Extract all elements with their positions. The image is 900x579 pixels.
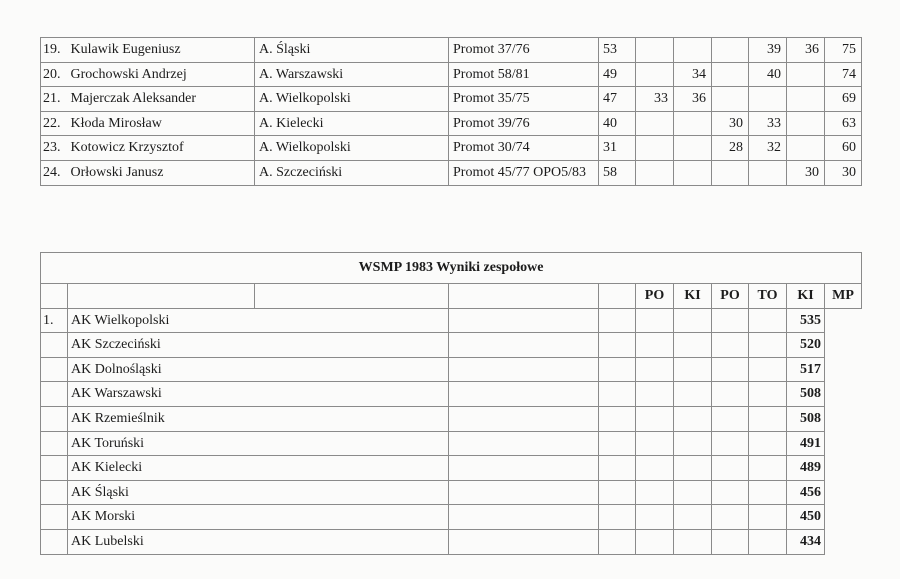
- empty-cell: [636, 382, 674, 407]
- score-cell: 49: [599, 62, 636, 87]
- mp-cell: 535: [787, 308, 825, 333]
- empty-header-cell: [41, 284, 68, 309]
- promotion-cell: Promot 35/75: [449, 87, 599, 112]
- empty-cell: [449, 308, 599, 333]
- empty-cell: [712, 308, 749, 333]
- club-cell: A. Wielkopolski: [255, 136, 449, 161]
- empty-cell: [749, 505, 787, 530]
- score-cell: [674, 111, 712, 136]
- score-cell: 47: [599, 87, 636, 112]
- promotion-cell: Promot 30/74: [449, 136, 599, 161]
- team-name: AK Śląski: [68, 480, 449, 505]
- empty-header-cell: [68, 284, 255, 309]
- score-cell: 33: [636, 87, 674, 112]
- column-header: MP: [825, 284, 862, 309]
- empty-cell: [449, 357, 599, 382]
- mp-cell: 508: [787, 382, 825, 407]
- empty-cell: [712, 333, 749, 358]
- empty-cell: [749, 308, 787, 333]
- title-row: [41, 253, 862, 284]
- table-row: [41, 308, 862, 333]
- rank-cell: 21.: [41, 87, 68, 112]
- table-row: [41, 136, 862, 161]
- empty-cell: [712, 382, 749, 407]
- column-header: TO: [749, 284, 787, 309]
- score-cell: [787, 87, 825, 112]
- competitor-name: Kotowicz Krzysztof: [68, 136, 255, 161]
- promotion-cell: Promot 37/76: [449, 38, 599, 63]
- empty-cell: [712, 431, 749, 456]
- empty-cell: [749, 480, 787, 505]
- empty-cell: [599, 308, 636, 333]
- empty-cell: [449, 529, 599, 554]
- total-cell: 75: [825, 38, 862, 63]
- promotion-cell: Promot 45/77 OPO5/83: [449, 160, 599, 185]
- table-row: [41, 406, 862, 431]
- promotion-cell: Promot 58/81: [449, 62, 599, 87]
- empty-header-cell: [255, 284, 449, 309]
- rank-cell: [41, 431, 68, 456]
- total-cell: 63: [825, 111, 862, 136]
- table-row: [41, 431, 862, 456]
- score-cell: 40: [749, 62, 787, 87]
- team-name: AK Morski: [68, 505, 449, 530]
- mp-cell: 491: [787, 431, 825, 456]
- empty-cell: [636, 480, 674, 505]
- empty-cell: [749, 431, 787, 456]
- team-name: AK Wielkopolski: [68, 308, 449, 333]
- score-cell: [787, 136, 825, 161]
- empty-cell: [449, 456, 599, 481]
- rank-cell: 22.: [41, 111, 68, 136]
- rank-cell: 20.: [41, 62, 68, 87]
- score-cell: [749, 87, 787, 112]
- empty-cell: [599, 480, 636, 505]
- empty-cell: [674, 308, 712, 333]
- empty-cell: [636, 357, 674, 382]
- empty-cell: [599, 333, 636, 358]
- empty-cell: [712, 406, 749, 431]
- table-row: [41, 160, 862, 185]
- team-results-body: [41, 253, 862, 555]
- score-cell: [712, 38, 749, 63]
- rank-cell: [41, 406, 68, 431]
- team-name: AK Toruński: [68, 431, 449, 456]
- table-row: [41, 456, 862, 481]
- score-cell: [636, 62, 674, 87]
- header-row: [41, 284, 862, 309]
- empty-cell: [636, 431, 674, 456]
- empty-cell: [749, 357, 787, 382]
- rank-cell: 24.: [41, 160, 68, 185]
- rank-cell: [41, 529, 68, 554]
- empty-cell: [599, 406, 636, 431]
- empty-cell: [712, 357, 749, 382]
- mp-cell: 489: [787, 456, 825, 481]
- score-cell: [787, 111, 825, 136]
- score-cell: 30: [787, 160, 825, 185]
- rank-cell: [41, 480, 68, 505]
- total-cell: 69: [825, 87, 862, 112]
- club-cell: A. Warszawski: [255, 62, 449, 87]
- score-cell: 58: [599, 160, 636, 185]
- score-cell: [787, 62, 825, 87]
- table-row: [41, 333, 862, 358]
- column-header: KI: [674, 284, 712, 309]
- empty-cell: [674, 480, 712, 505]
- empty-cell: [674, 529, 712, 554]
- total-cell: 30: [825, 160, 862, 185]
- competitor-name: Kulawik Eugeniusz: [68, 38, 255, 63]
- team-name: AK Warszawski: [68, 382, 449, 407]
- rank-cell: 19.: [41, 38, 68, 63]
- score-cell: 31: [599, 136, 636, 161]
- club-cell: A. Szczeciński: [255, 160, 449, 185]
- club-cell: A. Śląski: [255, 38, 449, 63]
- empty-cell: [449, 382, 599, 407]
- empty-cell: [749, 406, 787, 431]
- team-name: AK Rzemieślnik: [68, 406, 449, 431]
- team-results-table: [40, 252, 862, 555]
- score-cell: 28: [712, 136, 749, 161]
- empty-header-cell: [599, 284, 636, 309]
- table-row: [41, 480, 862, 505]
- column-header: PO: [712, 284, 749, 309]
- competitor-name: Grochowski Andrzej: [68, 62, 255, 87]
- empty-cell: [599, 357, 636, 382]
- total-cell: 60: [825, 136, 862, 161]
- score-cell: 39: [749, 38, 787, 63]
- rank-cell: [41, 357, 68, 382]
- score-cell: 32: [749, 136, 787, 161]
- score-cell: [636, 136, 674, 161]
- table-row: [41, 357, 862, 382]
- competitor-name: Kłoda Mirosław: [68, 111, 255, 136]
- score-cell: [749, 160, 787, 185]
- team-name: AK Kielecki: [68, 456, 449, 481]
- score-cell: 53: [599, 38, 636, 63]
- score-cell: 36: [787, 38, 825, 63]
- score-cell: [636, 111, 674, 136]
- empty-cell: [449, 333, 599, 358]
- team-name: AK Dolnośląski: [68, 357, 449, 382]
- mp-cell: 520: [787, 333, 825, 358]
- empty-cell: [599, 456, 636, 481]
- empty-cell: [674, 382, 712, 407]
- score-cell: [674, 38, 712, 63]
- rank-cell: [41, 456, 68, 481]
- empty-cell: [636, 505, 674, 530]
- mp-cell: 450: [787, 505, 825, 530]
- empty-cell: [599, 529, 636, 554]
- rank-cell: [41, 505, 68, 530]
- empty-cell: [449, 480, 599, 505]
- table-row: [41, 38, 862, 63]
- rank-cell: 23.: [41, 136, 68, 161]
- empty-header-cell: [449, 284, 599, 309]
- team-name: AK Szczeciński: [68, 333, 449, 358]
- mp-cell: 517: [787, 357, 825, 382]
- score-cell: [674, 160, 712, 185]
- mp-cell: 434: [787, 529, 825, 554]
- empty-cell: [749, 333, 787, 358]
- empty-cell: [674, 357, 712, 382]
- score-cell: [636, 160, 674, 185]
- competitor-name: Orłowski Janusz: [68, 160, 255, 185]
- score-cell: 33: [749, 111, 787, 136]
- empty-cell: [636, 456, 674, 481]
- empty-cell: [749, 382, 787, 407]
- club-cell: A. Kielecki: [255, 111, 449, 136]
- empty-cell: [712, 529, 749, 554]
- table-row: [41, 505, 862, 530]
- empty-cell: [449, 406, 599, 431]
- score-cell: 36: [674, 87, 712, 112]
- score-cell: [712, 62, 749, 87]
- table-row: [41, 529, 862, 554]
- empty-cell: [712, 456, 749, 481]
- table-row: [41, 111, 862, 136]
- table-row: [41, 87, 862, 112]
- empty-cell: [449, 431, 599, 456]
- empty-cell: [636, 529, 674, 554]
- empty-cell: [749, 456, 787, 481]
- empty-cell: [674, 406, 712, 431]
- empty-cell: [599, 382, 636, 407]
- rank-cell: [41, 333, 68, 358]
- empty-cell: [599, 505, 636, 530]
- club-cell: A. Wielkopolski: [255, 87, 449, 112]
- empty-cell: [674, 431, 712, 456]
- score-cell: [636, 38, 674, 63]
- score-cell: [712, 160, 749, 185]
- empty-cell: [712, 505, 749, 530]
- competitor-name: Majerczak Aleksander: [68, 87, 255, 112]
- empty-cell: [674, 505, 712, 530]
- table-row: [41, 382, 862, 407]
- empty-cell: [449, 505, 599, 530]
- individual-results-table: [40, 37, 862, 186]
- rank-cell: 1.: [41, 308, 68, 333]
- score-cell: [712, 87, 749, 112]
- table-title: WSMP 1983 Wyniki zespołowe: [41, 253, 862, 284]
- column-header: KI: [787, 284, 825, 309]
- empty-cell: [599, 431, 636, 456]
- empty-cell: [636, 333, 674, 358]
- score-cell: [674, 136, 712, 161]
- individual-results-body: [41, 38, 862, 186]
- table-row: [41, 62, 862, 87]
- column-header: PO: [636, 284, 674, 309]
- score-cell: 34: [674, 62, 712, 87]
- mp-cell: 456: [787, 480, 825, 505]
- empty-cell: [674, 456, 712, 481]
- mp-cell: 508: [787, 406, 825, 431]
- empty-cell: [636, 406, 674, 431]
- promotion-cell: Promot 39/76: [449, 111, 599, 136]
- empty-cell: [674, 333, 712, 358]
- score-cell: 40: [599, 111, 636, 136]
- total-cell: 74: [825, 62, 862, 87]
- score-cell: 30: [712, 111, 749, 136]
- empty-cell: [636, 308, 674, 333]
- empty-cell: [749, 529, 787, 554]
- team-name: AK Lubelski: [68, 529, 449, 554]
- empty-cell: [712, 480, 749, 505]
- rank-cell: [41, 382, 68, 407]
